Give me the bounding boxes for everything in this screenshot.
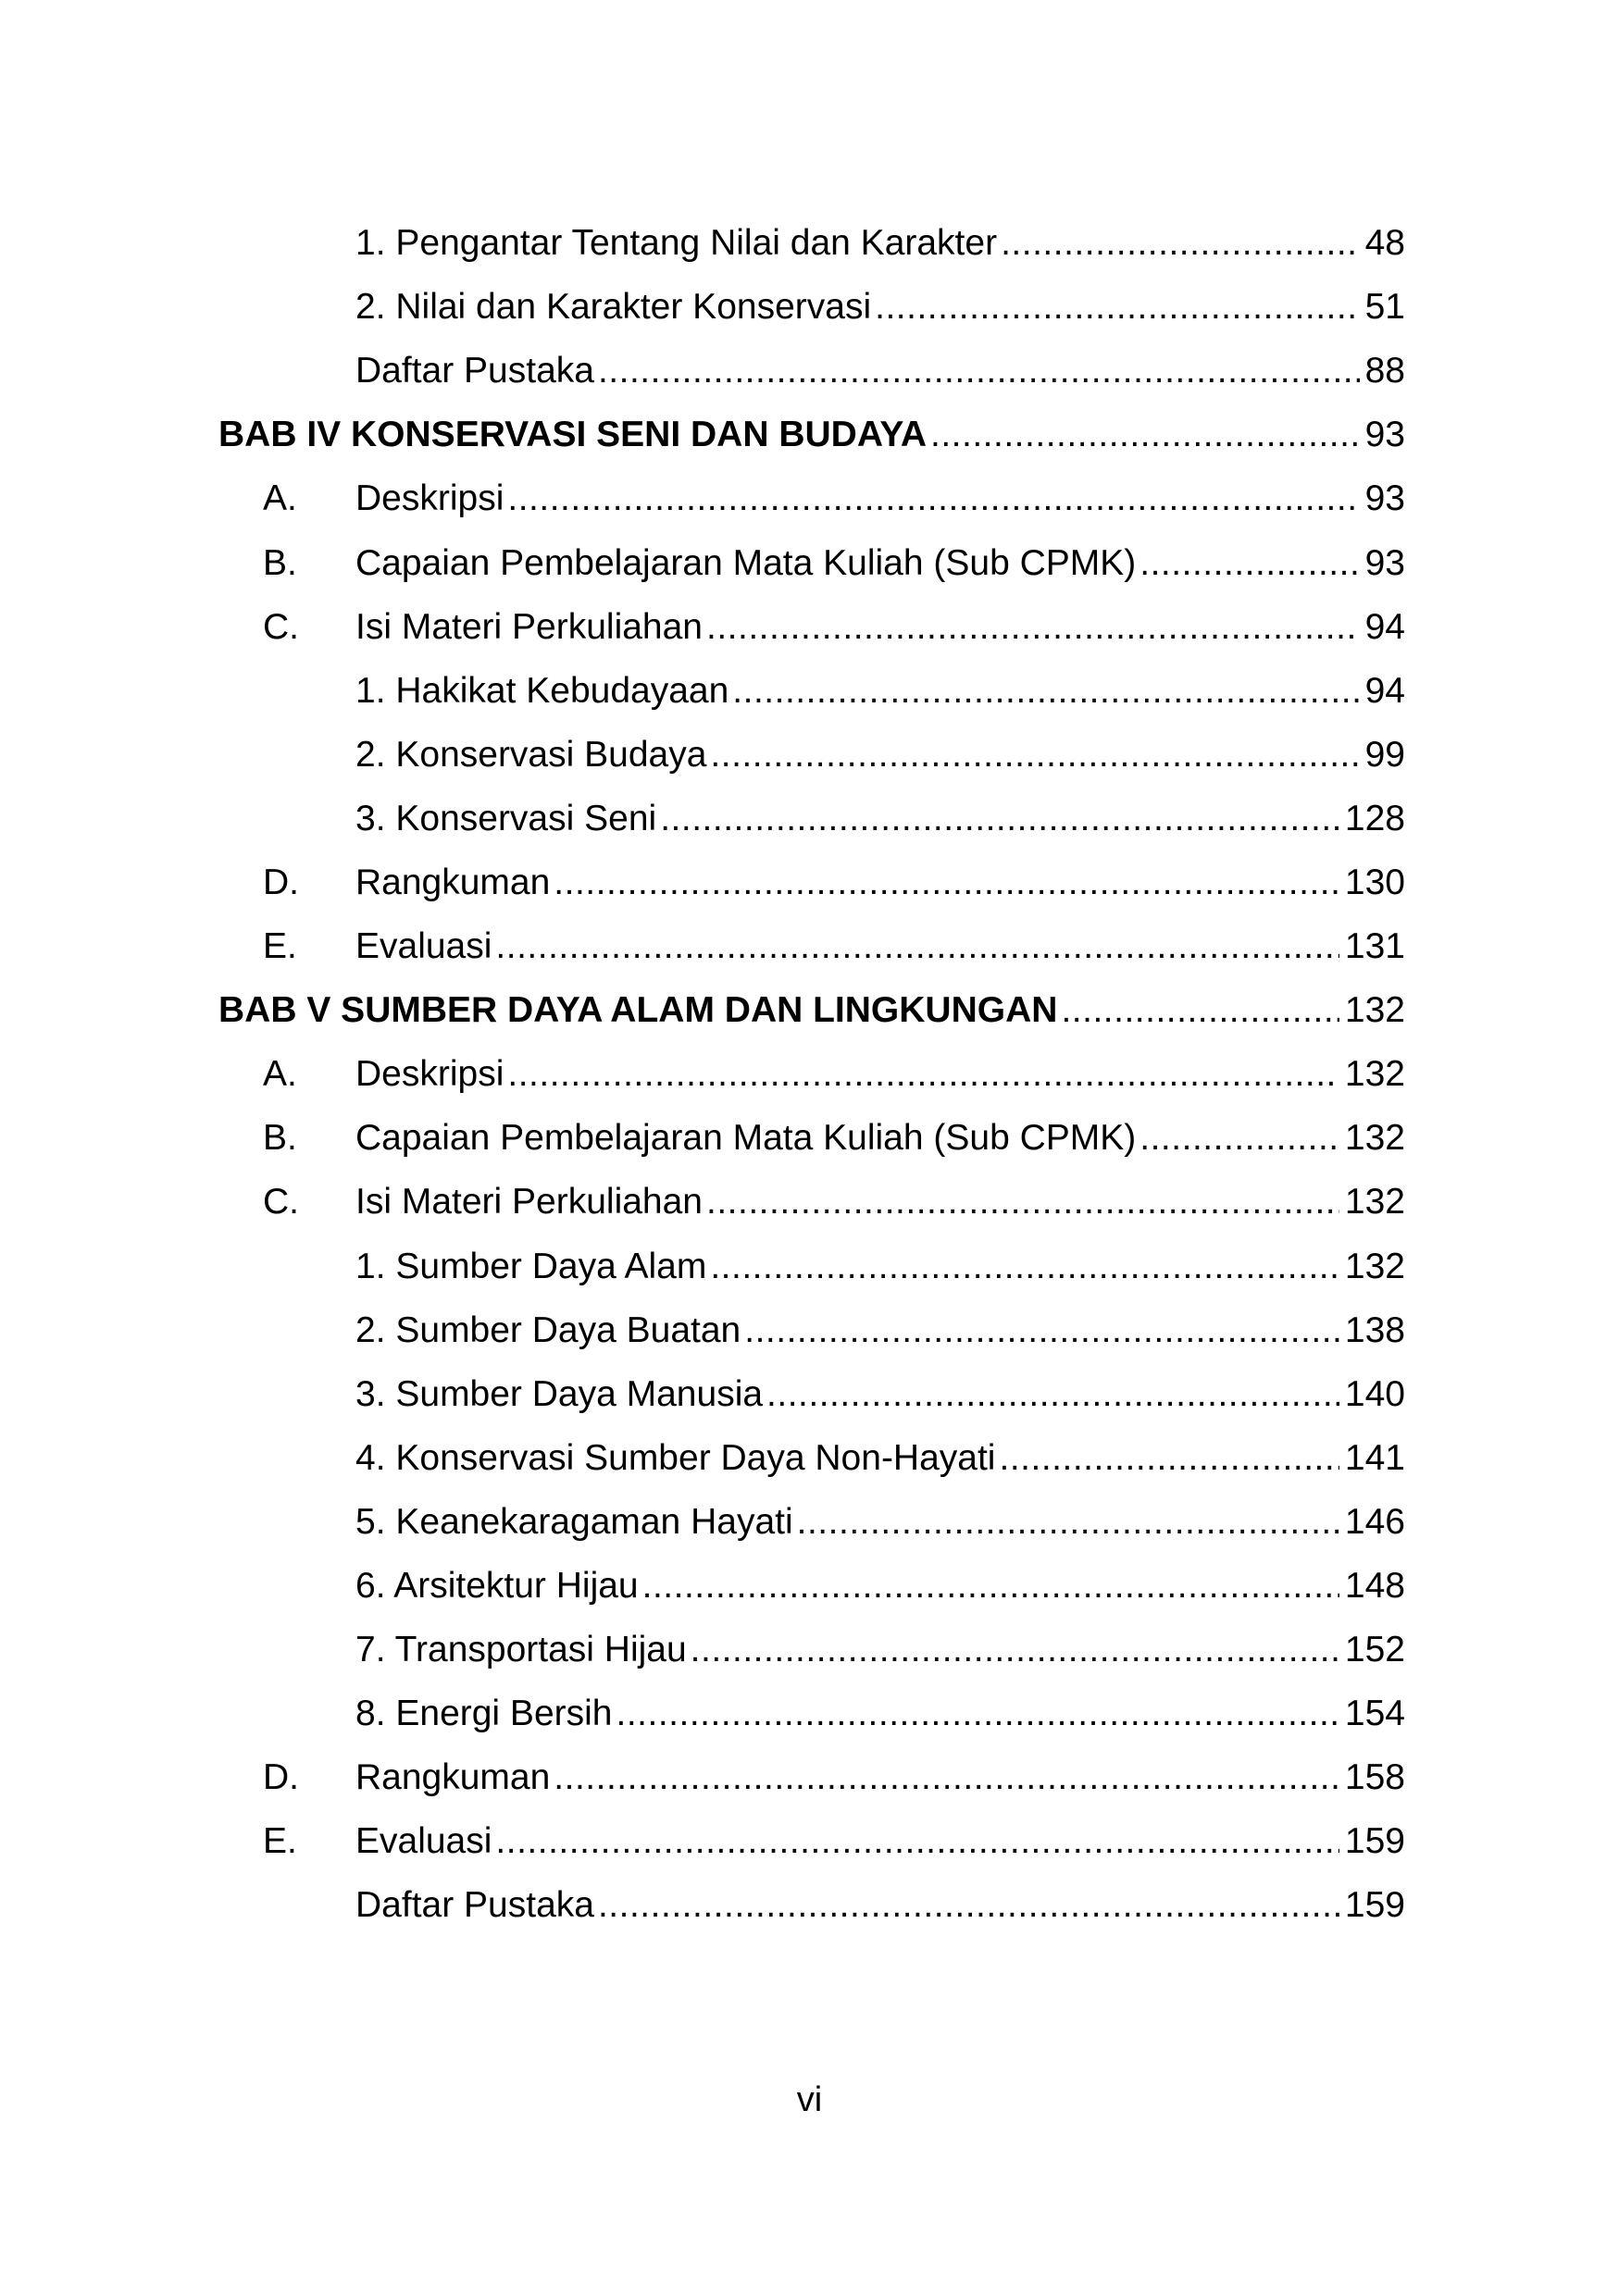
- toc-dot-leader: [507, 1056, 1339, 1092]
- toc-entry-page-number: 93: [1364, 478, 1405, 519]
- toc-entry-marker: B.: [263, 542, 297, 583]
- toc-dot-leader: [732, 673, 1359, 709]
- toc-entry-title: Daftar Pustaka: [355, 351, 594, 391]
- toc-dot-leader: [507, 480, 1359, 516]
- toc-entry-title: 1. Sumber Daya Alam: [355, 1246, 707, 1286]
- toc-entry[interactable]: [218, 1682, 1405, 1745]
- toc-dot-leader: [598, 353, 1360, 389]
- toc-entry-page-number: 93: [1364, 542, 1405, 583]
- toc-entry-marker: B.: [263, 1118, 297, 1159]
- toc-entry-title: 1. Hakikat Kebudayaan: [355, 670, 729, 711]
- toc-entry[interactable]: [218, 1170, 1405, 1234]
- toc-entry-title: Capaian Pembelajaran Mata Kuliah (Sub CPMK): [355, 1118, 1137, 1159]
- toc-entry-marker: A.: [263, 1054, 297, 1095]
- toc-entry-page-number: 128: [1344, 798, 1405, 838]
- toc-entry-marker: E.: [263, 926, 297, 967]
- toc-entry-page-number: 140: [1344, 1373, 1405, 1414]
- toc-dot-leader: [616, 1695, 1339, 1731]
- toc-entry[interactable]: [218, 1298, 1405, 1362]
- toc-entry-title: 3. Konservasi Seni: [355, 798, 657, 838]
- toc-dot-leader: [930, 416, 1360, 453]
- toc-entry-page-number: 158: [1344, 1757, 1405, 1798]
- toc-entry-page-number: 152: [1344, 1630, 1405, 1670]
- toc-entry[interactable]: [218, 211, 1405, 275]
- toc-dot-leader: [495, 1823, 1339, 1859]
- toc-entry-page-number: 132: [1344, 1118, 1405, 1159]
- toc-entry[interactable]: [218, 914, 1405, 978]
- toc-entry-page-number: 131: [1344, 926, 1405, 967]
- toc-entry[interactable]: [218, 1106, 1405, 1170]
- toc-dot-leader: [554, 1759, 1339, 1795]
- toc-entry[interactable]: [218, 1235, 1405, 1298]
- toc-entry-title: 2. Sumber Daya Buatan: [355, 1309, 741, 1350]
- toc-entry-page-number: 132: [1344, 1246, 1405, 1286]
- toc-entry-title: Rangkuman: [355, 1757, 551, 1798]
- toc-entry-page-number: 94: [1364, 670, 1405, 711]
- toc-dot-leader: [691, 1632, 1339, 1668]
- toc-entry-page-number: 154: [1344, 1694, 1405, 1734]
- toc-entry-title: Evaluasi: [355, 1821, 492, 1862]
- toc-dot-leader: [1140, 545, 1359, 581]
- toc-entry[interactable]: [218, 659, 1405, 723]
- toc-dot-leader: [1001, 225, 1360, 261]
- toc-entry[interactable]: [218, 850, 1405, 914]
- toc-entry-title: 6. Arsitektur Hijau: [355, 1566, 639, 1607]
- toc-entry-title: Isi Materi Perkuliahan: [355, 1182, 703, 1222]
- toc-entry-title: 5. Keanekaragaman Hayati: [355, 1501, 793, 1542]
- toc-entry-title: Deskripsi: [355, 1054, 504, 1095]
- toc-dot-leader: [875, 289, 1360, 325]
- toc-entry[interactable]: [218, 1490, 1405, 1554]
- toc-entry-page-number: 146: [1344, 1501, 1405, 1542]
- toc-entry-page-number: 93: [1364, 415, 1405, 455]
- toc-entry-page-number: 51: [1364, 287, 1405, 328]
- toc-entry[interactable]: [218, 1426, 1405, 1490]
- toc-entry-page-number: 99: [1364, 734, 1405, 775]
- toc-entry-page-number: 132: [1344, 1054, 1405, 1095]
- toc-entry-page-number: 148: [1344, 1566, 1405, 1607]
- toc-entry-title: Evaluasi: [355, 926, 492, 967]
- toc-entry-page-number: 141: [1344, 1437, 1405, 1478]
- toc-entry-title: Isi Materi Perkuliahan: [355, 606, 703, 647]
- toc-dot-leader: [710, 737, 1359, 773]
- toc-entry-title: Deskripsi: [355, 478, 504, 519]
- toc-entry[interactable]: [218, 275, 1405, 339]
- toc-entry[interactable]: [218, 530, 1405, 594]
- toc-entry[interactable]: [218, 723, 1405, 787]
- toc-entry-page-number: 48: [1364, 223, 1405, 264]
- toc-entry-page-number: 132: [1344, 990, 1405, 1031]
- toc-entry-page-number: 130: [1344, 862, 1405, 902]
- toc-dot-leader: [766, 1376, 1339, 1412]
- page-number: vi: [796, 2080, 823, 2119]
- toc-entry[interactable]: [218, 466, 1405, 530]
- toc-dot-leader: [706, 1184, 1339, 1220]
- toc-dot-leader: [660, 800, 1339, 837]
- toc-dot-leader: [797, 1504, 1339, 1540]
- toc-dot-leader: [642, 1568, 1339, 1604]
- toc-chapter-entry[interactable]: [218, 978, 1405, 1042]
- toc-entry-page-number: 132: [1344, 1182, 1405, 1222]
- toc-entry[interactable]: [218, 595, 1405, 659]
- toc-entry-marker: A.: [263, 478, 297, 519]
- toc-dot-leader: [999, 1440, 1339, 1476]
- toc-dot-leader: [710, 1248, 1339, 1285]
- toc-entry-marker: C.: [263, 1182, 299, 1222]
- toc-dot-leader: [706, 609, 1360, 645]
- toc-entry-title: 8. Energi Bersih: [355, 1694, 613, 1734]
- toc-chapter-entry[interactable]: [218, 403, 1405, 466]
- toc-entry-title: 7. Transportasi Hijau: [355, 1630, 687, 1670]
- toc-entry-title: 2. Nilai dan Karakter Konservasi: [355, 287, 872, 328]
- toc-entry[interactable]: [218, 1618, 1405, 1682]
- toc-entry[interactable]: [218, 1809, 1405, 1873]
- toc-entry[interactable]: [218, 1554, 1405, 1618]
- toc-entry[interactable]: [218, 1362, 1405, 1426]
- toc-dot-leader: [598, 1887, 1339, 1923]
- toc-dot-leader: [554, 864, 1339, 900]
- toc-entry[interactable]: [218, 339, 1405, 403]
- toc-dot-leader: [1061, 992, 1339, 1028]
- toc-entry-title: 1. Pengantar Tentang Nilai dan Karakter: [355, 223, 998, 264]
- toc-entry-page-number: 138: [1344, 1309, 1405, 1350]
- toc-entry-page-number: 159: [1344, 1885, 1405, 1926]
- toc-dot-leader: [744, 1312, 1339, 1348]
- toc-entry-title: 4. Konservasi Sumber Daya Non-Hayati: [355, 1437, 996, 1478]
- toc-entry-title: BAB IV KONSERVASI SENI DAN BUDAYA: [218, 415, 927, 455]
- toc-entry-marker: E.: [263, 1821, 297, 1862]
- toc-entry[interactable]: [218, 787, 1405, 850]
- toc-entry-title: 3. Sumber Daya Manusia: [355, 1373, 764, 1414]
- toc-dot-leader: [1140, 1120, 1339, 1156]
- toc-entry-title: Daftar Pustaka: [355, 1885, 594, 1926]
- toc-entry[interactable]: [218, 1042, 1405, 1106]
- toc-entry-title: Capaian Pembelajaran Mata Kuliah (Sub CPMK): [355, 542, 1137, 583]
- table-of-contents: [218, 211, 1405, 1938]
- toc-entry-marker: D.: [263, 862, 299, 902]
- toc-entry-title: Rangkuman: [355, 862, 551, 902]
- toc-entry-page-number: 94: [1364, 606, 1405, 647]
- toc-entry-title: BAB V SUMBER DAYA ALAM DAN LINGKUNGAN: [218, 990, 1058, 1031]
- toc-entry[interactable]: [218, 1745, 1405, 1809]
- toc-entry-page-number: 88: [1364, 351, 1405, 391]
- toc-entry-page-number: 159: [1344, 1821, 1405, 1862]
- toc-entry-title: 2. Konservasi Budaya: [355, 734, 707, 775]
- toc-entry[interactable]: [218, 1873, 1405, 1937]
- toc-dot-leader: [495, 928, 1339, 964]
- toc-entry-marker: D.: [263, 1757, 299, 1798]
- toc-entry-marker: C.: [263, 606, 299, 647]
